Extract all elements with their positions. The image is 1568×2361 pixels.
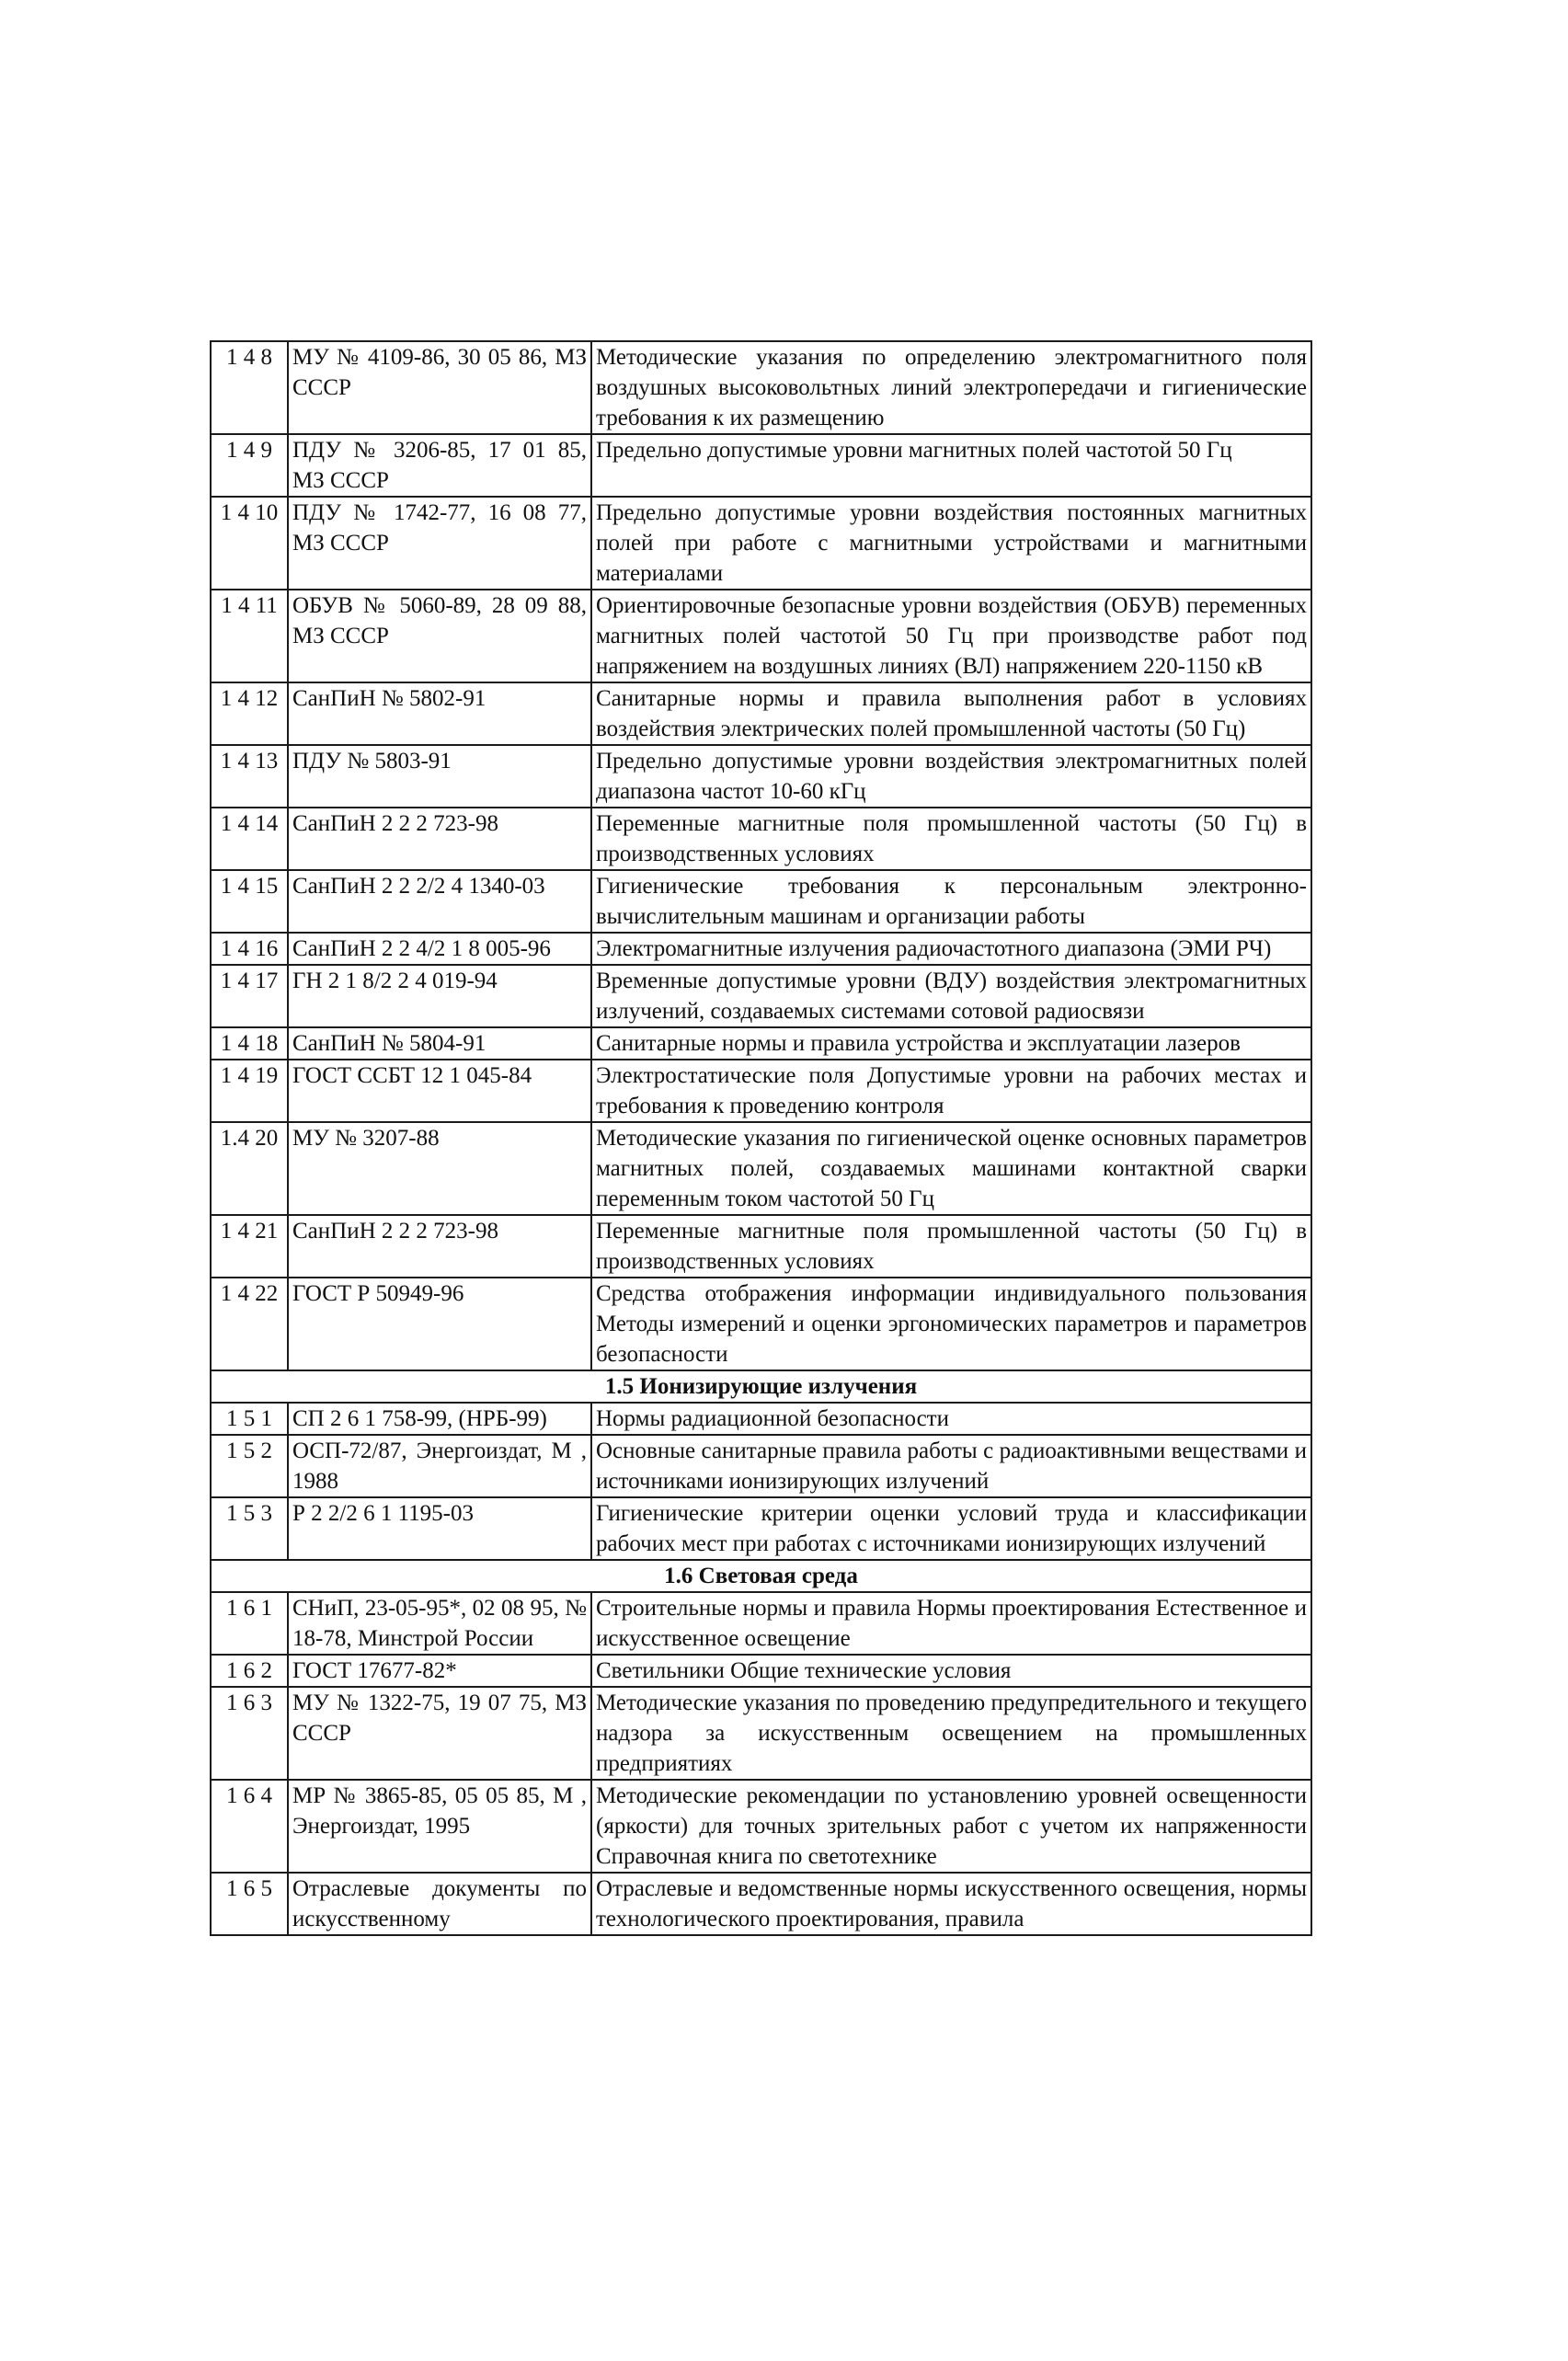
document-reference: ОСП-72/87, Энергоиздат, М , 1988 — [288, 1435, 591, 1497]
document-reference: ПДУ № 5803-91 — [288, 745, 591, 808]
document-description: Электромагнитные излучения радиочастотного диапазона (ЭМИ РЧ) — [591, 933, 1311, 965]
document-description: Методические указания по проведению предупредительного и текущего надзора за искусственным освещением на промышленных предприятиях — [591, 1687, 1311, 1780]
table-row — [211, 1403, 1311, 1435]
item-number: 1 4 15 — [211, 870, 288, 933]
document-description: Предельно допустимые уровни воздействия постоянных магнитных полей при работе с магнитными устройствами и магнитными материалами — [591, 497, 1311, 590]
table-row — [211, 870, 1311, 933]
table-row — [211, 590, 1311, 682]
table-row — [211, 1780, 1311, 1873]
document-reference: Отраслевые документы по искусственному — [288, 1873, 591, 1935]
item-number: 1 4 22 — [211, 1278, 288, 1370]
item-number: 1 5 2 — [211, 1435, 288, 1497]
document-reference: МР № 3865-85, 05 05 85, М , Энергоиздат, 1995 — [288, 1780, 591, 1873]
document-reference: СанПиН 2 2 4/2 1 8 005-96 — [288, 933, 591, 965]
document-description: Санитарные нормы и правила устройства и эксплуатации лазеров — [591, 1027, 1311, 1060]
table-row — [211, 1060, 1311, 1122]
document-description: Методические рекомендации по установлению уровней освещенности (яркости) для точных зрительных работ с учетом их напряженности Справочная книга по светотехнике — [591, 1780, 1311, 1873]
document-description: Отраслевые и ведомственные нормы искусственного освещения, нормы технологического проектирования, правила — [591, 1873, 1311, 1935]
document-description: Переменные магнитные поля промышленной частоты (50 Гц) в производственных условиях — [591, 1215, 1311, 1278]
document-description: Светильники Общие технические условия — [591, 1655, 1311, 1687]
table-row — [211, 341, 1311, 434]
table-row — [211, 1435, 1311, 1497]
document-reference: ПДУ № 3206-85, 17 01 85, МЗ СССР — [288, 434, 591, 497]
table-row — [211, 1027, 1311, 1060]
table-row — [211, 1278, 1311, 1370]
table-row — [211, 1122, 1311, 1215]
table-row — [211, 965, 1311, 1027]
item-number: 1 6 3 — [211, 1687, 288, 1780]
table-body — [211, 341, 1311, 1935]
table-row — [211, 933, 1311, 965]
document-reference: СанПиН 2 2 2 723-98 — [288, 808, 591, 870]
regulations-table — [210, 340, 1312, 1936]
table-row — [211, 745, 1311, 808]
document-reference: МУ № 3207-88 — [288, 1122, 591, 1215]
table-row — [211, 1497, 1311, 1560]
document-description: Методические указания по гигиенической оценке основных параметров магнитных полей, создаваемых машинами контактной сварки переменным током частотой 50 Гц — [591, 1122, 1311, 1215]
document-description: Временные допустимые уровни (ВДУ) воздействия электромагнитных излучений, создаваемых системами сотовой радиосвязи — [591, 965, 1311, 1027]
item-number: 1 6 5 — [211, 1873, 288, 1935]
table-row — [211, 1873, 1311, 1935]
document-description: Методические указания по определению электромагнитного поля воздушных высоковольтных линий электропередачи и гигиенические требования к их размещению — [591, 341, 1311, 434]
item-number: 1 4 12 — [211, 682, 288, 745]
table-row — [211, 682, 1311, 745]
item-number: 1 4 11 — [211, 590, 288, 682]
document-description: Нормы радиационной безопасности — [591, 1403, 1311, 1435]
document-description: Ориентировочные безопасные уровни воздействия (ОБУВ) переменных магнитных полей частотой 50 Гц при производстве работ под напряжением на воздушных линиях (ВЛ) напряжением 220-1150 кВ — [591, 590, 1311, 682]
document-reference: СанПиН № 5802-91 — [288, 682, 591, 745]
item-number: 1 4 19 — [211, 1060, 288, 1122]
document-reference: СНиП, 23-05-95*, 02 08 95, № 18-78, Минстрой России — [288, 1592, 591, 1655]
document-description: Гигиенические требования к персональным электронно-вычислительным машинам и организации работы — [591, 870, 1311, 933]
document-description: Предельно допустимые уровни магнитных полей частотой 50 Гц — [591, 434, 1311, 497]
document-description: Санитарные нормы и правила выполнения работ в условиях воздействия электрических полей промышленной частоты (50 Гц) — [591, 682, 1311, 745]
item-number: 1 4 9 — [211, 434, 288, 497]
item-number: 1 4 16 — [211, 933, 288, 965]
document-reference: ПДУ № 1742-77, 16 08 77, МЗ СССР — [288, 497, 591, 590]
document-reference: ГОСТ 17677-82* — [288, 1655, 591, 1687]
document-description: Электростатические поля Допустимые уровни на рабочих местах и требования к проведению контроля — [591, 1060, 1311, 1122]
document-description: Строительные нормы и правила Нормы проектирования Естественное и искусственное освещение — [591, 1592, 1311, 1655]
item-number: 1.4 20 — [211, 1122, 288, 1215]
document-reference: ГОСТ Р 50949-96 — [288, 1278, 591, 1370]
section-title: 1.6 Световая среда — [211, 1560, 1311, 1592]
item-number: 1 6 4 — [211, 1780, 288, 1873]
item-number: 1 6 1 — [211, 1592, 288, 1655]
table-row — [211, 808, 1311, 870]
table-row — [211, 1592, 1311, 1655]
document-reference: СанПиН 2 2 2 723-98 — [288, 1215, 591, 1278]
document-description: Переменные магнитные поля промышленной частоты (50 Гц) в производственных условиях — [591, 808, 1311, 870]
table-row — [211, 497, 1311, 590]
table-row — [211, 434, 1311, 497]
item-number: 1 4 17 — [211, 965, 288, 1027]
document-reference: Р 2 2/2 6 1 1195-03 — [288, 1497, 591, 1560]
document-reference: ГОСТ ССБТ 12 1 045-84 — [288, 1060, 591, 1122]
document-reference: МУ № 1322-75, 19 07 75, МЗ СССР — [288, 1687, 591, 1780]
document-description: Основные санитарные правила работы с радиоактивными веществами и источниками ионизирующих излучений — [591, 1435, 1311, 1497]
section-row — [211, 1370, 1311, 1403]
item-number: 1 4 8 — [211, 341, 288, 434]
item-number: 1 4 10 — [211, 497, 288, 590]
item-number: 1 5 3 — [211, 1497, 288, 1560]
table-row — [211, 1655, 1311, 1687]
document-description: Средства отображения информации индивидуального пользования Методы измерений и оценки эргономических параметров и параметров безопасности — [591, 1278, 1311, 1370]
section-row — [211, 1560, 1311, 1592]
item-number: 1 4 18 — [211, 1027, 288, 1060]
document-reference: СанПиН 2 2 2/2 4 1340-03 — [288, 870, 591, 933]
item-number: 1 4 13 — [211, 745, 288, 808]
document-reference: СП 2 6 1 758-99, (НРБ-99) — [288, 1403, 591, 1435]
item-number: 1 4 14 — [211, 808, 288, 870]
item-number: 1 4 21 — [211, 1215, 288, 1278]
item-number: 1 5 1 — [211, 1403, 288, 1435]
document-description: Предельно допустимые уровни воздействия электромагнитных полей диапазона частот 10-60 кГц — [591, 745, 1311, 808]
item-number: 1 6 2 — [211, 1655, 288, 1687]
table-row — [211, 1215, 1311, 1278]
document-reference: ГН 2 1 8/2 2 4 019-94 — [288, 965, 591, 1027]
table-row — [211, 1687, 1311, 1780]
document-description: Гигиенические критерии оценки условий труда и классификации рабочих мест при работах с источниками ионизирующих излучений — [591, 1497, 1311, 1560]
document-reference: МУ № 4109-86, 30 05 86, МЗ СССР — [288, 341, 591, 434]
section-title: 1.5 Ионизирующие излучения — [211, 1370, 1311, 1403]
document-reference: СанПиН № 5804-91 — [288, 1027, 591, 1060]
document-reference: ОБУВ № 5060-89, 28 09 88, МЗ СССР — [288, 590, 591, 682]
